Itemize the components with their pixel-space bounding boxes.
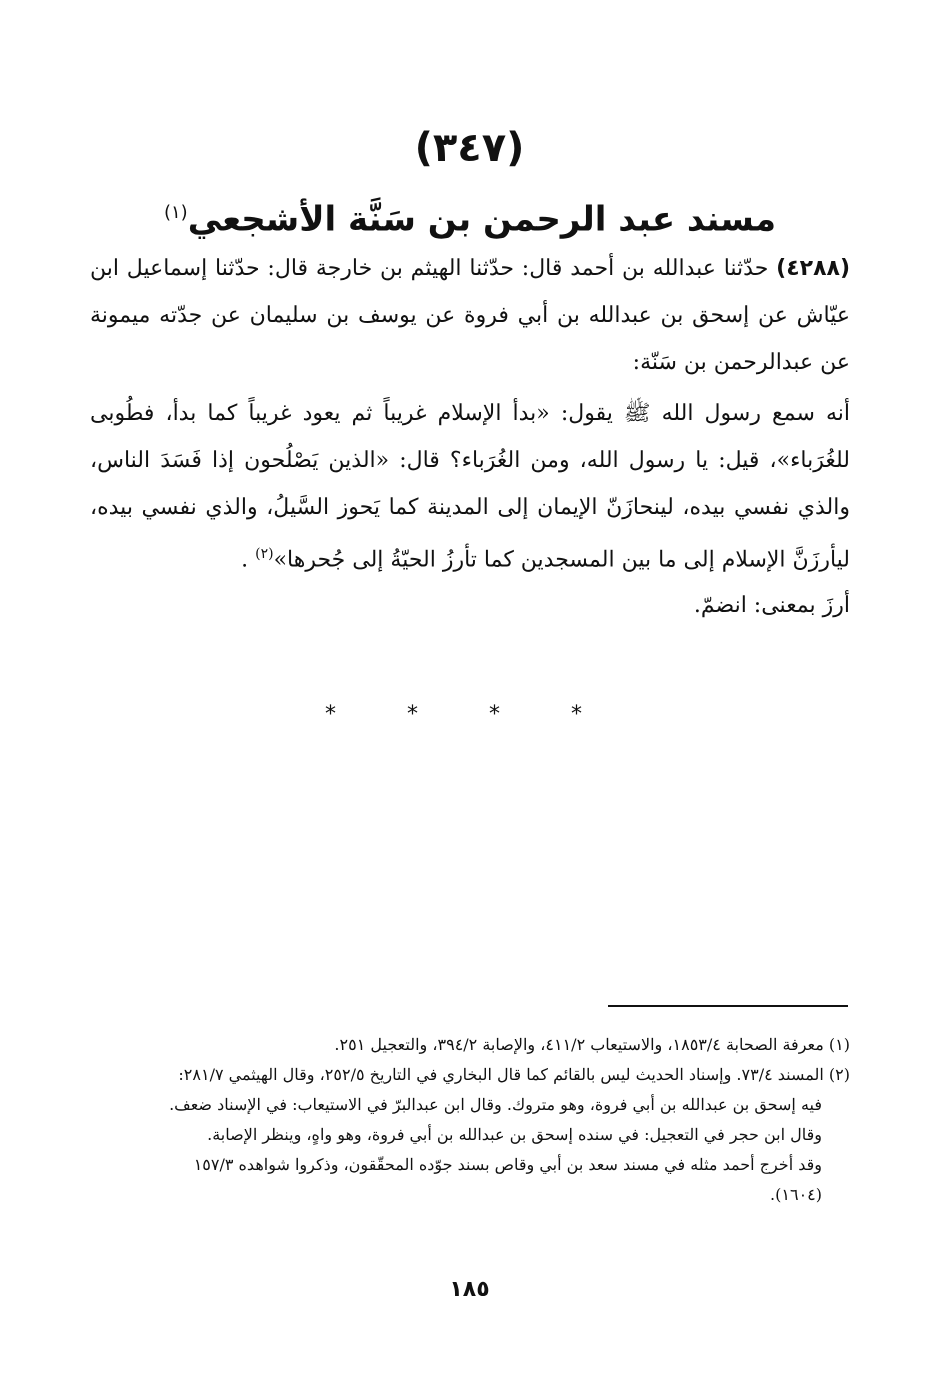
footnote-2: (٢) المسند ٧٣/٤. وإسناد الحديث ليس بالقائم كما قال البخاري في التاريخ ٢٥٢/٥، وقال الهيثمي ٢٨١/٧: bbox=[178, 1065, 850, 1084]
footnote-2-line-5: (١٦٠٤). bbox=[770, 1185, 822, 1204]
chapter-title bbox=[100, 185, 840, 247]
footnote-1: (١) معرفة الصحابة ١٨٥٣/٤، والاستيعاب ٤١١/٢، والإصابة ٣٩٤/٢، والتعجيل ٢٥١. bbox=[334, 1035, 850, 1054]
page-number: ١٨٥ bbox=[449, 1277, 490, 1302]
hadith-matn-paragraph bbox=[90, 390, 850, 583]
hadith-isnad-paragraph bbox=[90, 245, 850, 386]
hadith-matn-end: . bbox=[241, 547, 249, 573]
hadith-matn-footnote-ref[interactable]: (٢) bbox=[255, 546, 274, 562]
footnote-2-line-4: وقد أخرج أحمد مثله في مسند سعد بن أبي وقاص بسند جوّده المحقّقون، وذكروا شواهده ١٥٧/٣ bbox=[193, 1155, 822, 1174]
footnote-2-line-2: فيه إسحق بن عبدالله بن أبي فروة، وهو متروك. وقال ابن عبدالبرّ في الاستيعاب: في الإسناد ضعف. bbox=[169, 1095, 822, 1114]
chapter-number: (٣٤٧) bbox=[414, 125, 525, 171]
hadith-gloss: أرزَ بمعنى: انضمّ. bbox=[693, 593, 850, 618]
hadith-number: (٤٢٨٨) bbox=[776, 256, 850, 281]
footnote-divider bbox=[608, 1005, 848, 1007]
chapter-title-text: مسند عبد الرحمن بن سَنَّة الأشجعي bbox=[187, 199, 777, 240]
hadith-matn: أنه سمع رسول الله ﷺ يقول: «بدأ الإسلام غريباً ثم يعود غريباً كما بدأ، فطُوبى للغُرَباء»، قيل: يا رسول الله، ومن الغُرَباء؟ قال: «الذين يَصْلُحون إذا فَسَدَ الناس، والذي نفسي بيده، لينحازَنّ الإيمان إلى المدينة كما يَحوز السَّيلُ، والذي نفسي بيده، ليأرزَنَّ الإسلام إلى ما بين المسجدين كما تأرزُ الحيّةُ إلى جُحرها» bbox=[90, 401, 850, 573]
chapter-title-footnote-ref[interactable]: (١) bbox=[163, 202, 188, 223]
footnote-2-line-3: وقال ابن حجر في التعجيل: في سنده إسحق بن عبدالله بن أبي فروة، وهو واهٍ، وينظر الإصابة. bbox=[207, 1125, 822, 1144]
section-separator: * * * * bbox=[325, 702, 614, 727]
footnotes-block bbox=[80, 1030, 850, 1210]
hadith-isnad: حدّثنا عبدالله بن أحمد قال: حدّثنا الهيثم بن خارجة قال: حدّثنا إسماعيل ابن عيّاش عن إسحق بن عبدالله بن أبي فروة عن يوسف بن سليمان عن جدّته ميمونة عن عبدالرحمن بن سَنّة: bbox=[90, 256, 850, 375]
